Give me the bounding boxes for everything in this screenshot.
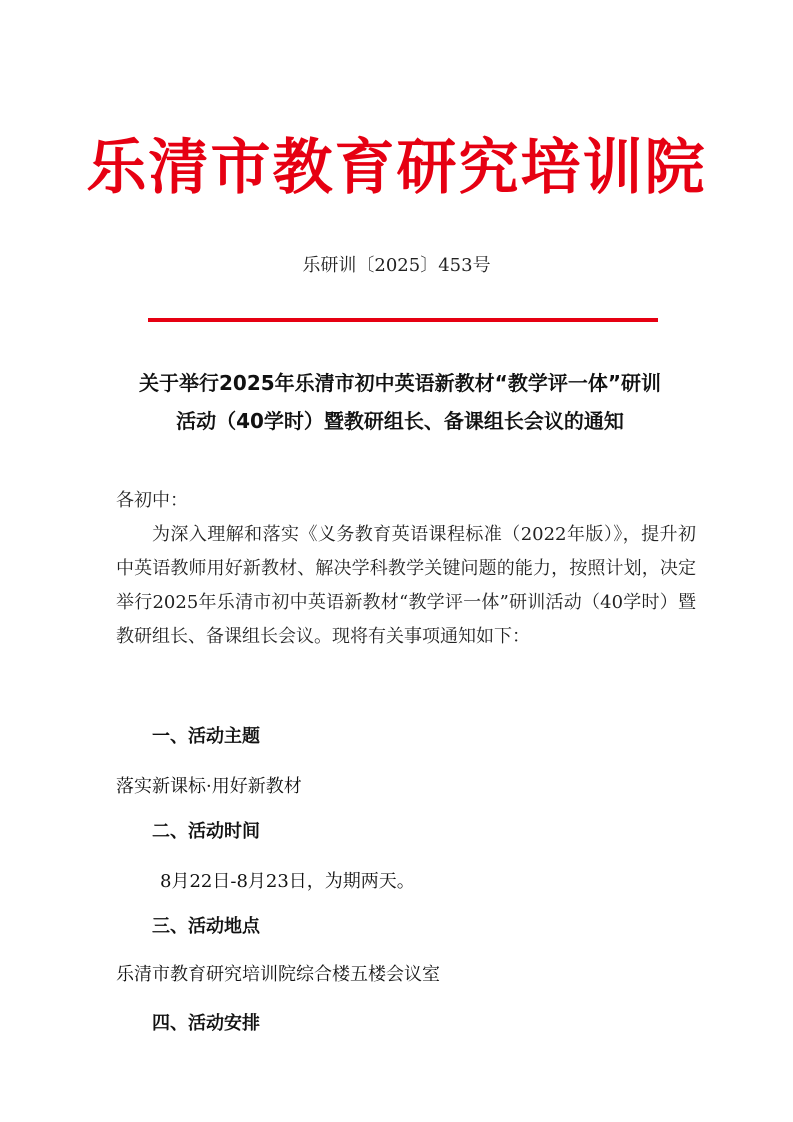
document-number: 乐研训〔2025〕453号: [302, 255, 491, 276]
section-content-location: 乐清市教育研究培训院综合楼五楼会议室: [116, 964, 440, 985]
title-line-2: 活动（40学时）暨教研组长、备课组长会议的通知: [176, 409, 624, 433]
document-body: [116, 484, 696, 654]
section-heading-location: 三、活动地点: [152, 916, 260, 937]
section-content-time: 8月22日-8月23日，为期两天。: [160, 871, 415, 892]
salutation: 各初中：: [116, 490, 188, 511]
title-line-1: 关于举行2025年乐清市初中英语新教材“教学评一体”研训: [139, 371, 661, 395]
section-heading-theme: 一、活动主题: [152, 726, 260, 747]
section-heading-arrangement: 四、活动安排: [152, 1013, 260, 1034]
document-title: [110, 364, 690, 440]
section-heading-time: 二、活动时间: [152, 821, 260, 842]
issuing-organization-header: 乐清市教育研究培训院: [86, 133, 707, 203]
red-divider-line: [148, 318, 658, 322]
intro-paragraph: 为深入理解和落实《义务教育英语课程标准（2022年版）》，提升初中英语教师用好新教材、解决学科教学关键问题的能力，按照计划，决定举行2025年乐清市初中英语新教材“教学评一体”研训活动（40学时）暨教研组长、备课组长会议。现将有关事项通知如下：: [116, 524, 696, 647]
section-content-theme: 落实新课标·用好新教材: [116, 776, 302, 797]
